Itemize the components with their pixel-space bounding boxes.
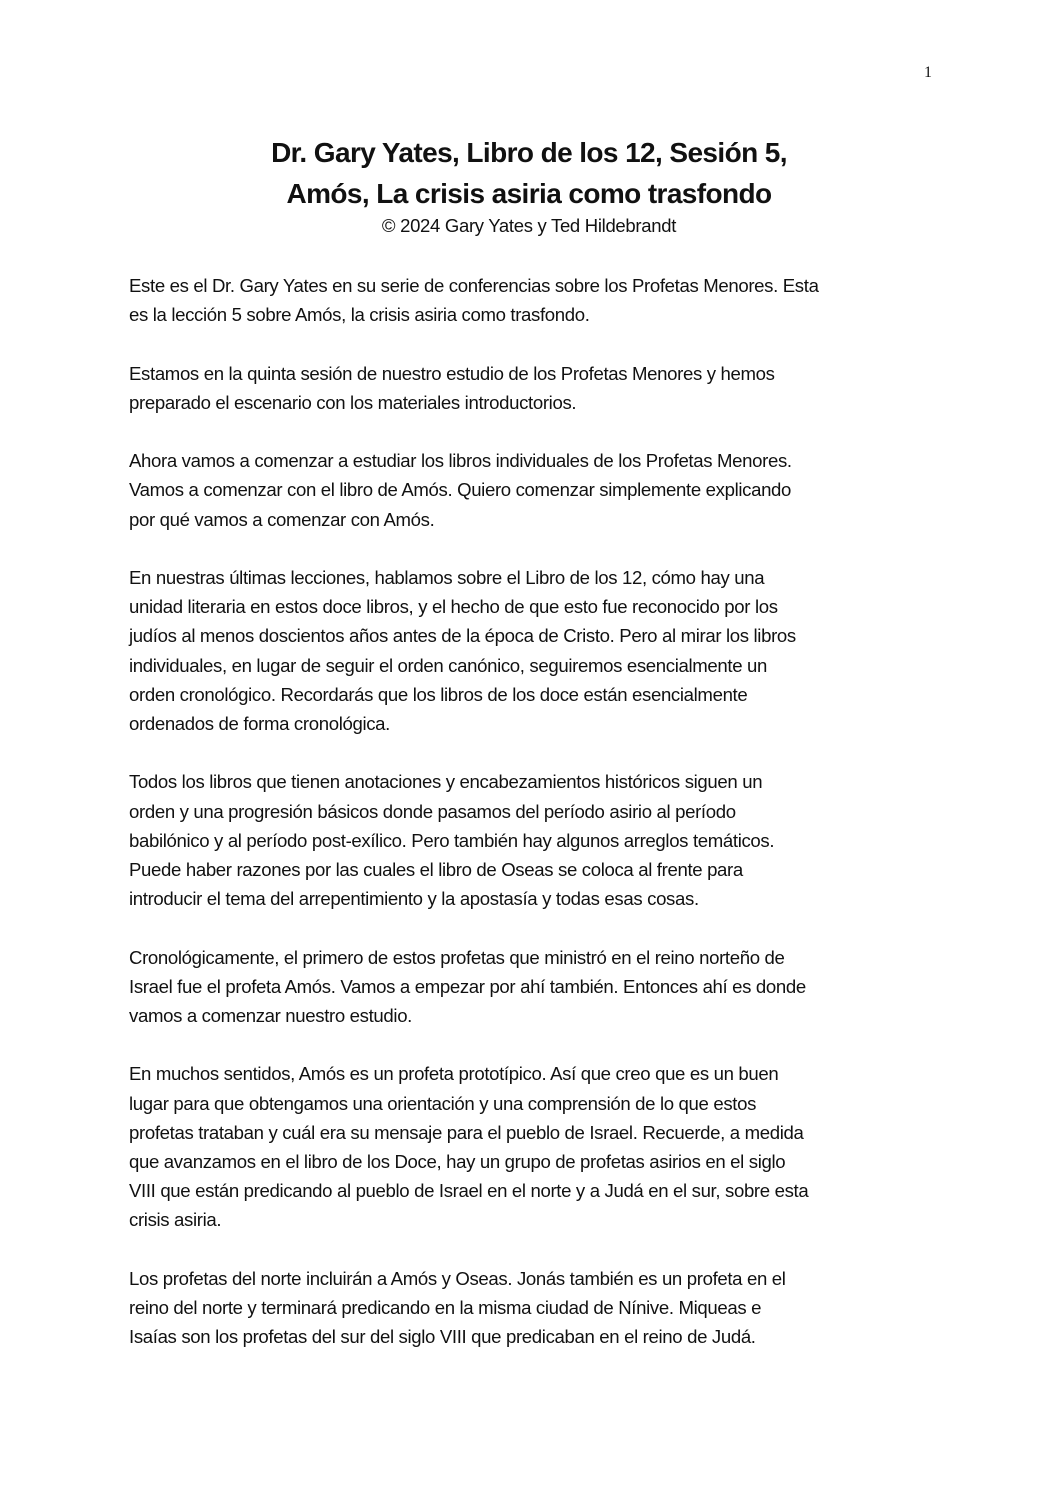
text-line: que avanzamos en el libro de los Doce, hay un grupo de profetas asirios en el siglo — [129, 1151, 786, 1172]
text-line: Este es el Dr. Gary Yates en su serie de conferencias sobre los Profetas Menores. Esta — [129, 275, 819, 296]
text-line: En muchos sentidos, Amós es un profeta prototípico. Así que creo que es un buen — [129, 1063, 779, 1085]
text-line: Puede haber razones por las cuales el libro de Oseas se coloca al frente para — [129, 859, 743, 880]
document-title-line-2: Amós, La crisis asiria como trasfondo — [286, 178, 772, 209]
text-line: profetas trataban y cuál era su mensaje para el pueblo de Israel. Recuerde, a medida — [129, 1121, 804, 1143]
text-line: Ahora vamos a comenzar a estudiar los libros individuales de los Profetas Menores. — [129, 450, 792, 472]
text-line: VIII que están predicando al pueblo de Israel en el norte y a Judá en el sur, sobre esta — [129, 1180, 809, 1202]
text-line: Estamos en la quinta sesión de nuestro estudio de los Profetas Menores y hemos — [129, 362, 775, 384]
text-line: individuales, en lugar de seguir el orden canónico, seguiremos esencialmente un — [129, 654, 768, 676]
text-line: vamos a comenzar nuestro estudio. — [129, 1005, 412, 1026]
paragraph — [129, 943, 939, 1031]
text-line: judíos al menos doscientos años antes de la época de Cristo. Pero al mirar los libros — [129, 625, 796, 647]
text-line: Los profetas del norte incluirán a Amós y Oseas. Jonás también es un profeta en el — [129, 1267, 786, 1289]
document-header — [0, 132, 1058, 238]
paragraph — [129, 359, 939, 417]
copyright-notice: © 2024 Gary Yates y Ted Hildebrandt — [381, 215, 677, 236]
paragraph — [129, 767, 939, 913]
paragraph — [129, 271, 939, 329]
text-line: orden cronológico. Recordarás que los libros de los doce están esencialmente — [129, 683, 748, 705]
text-line: Cronológicamente, el primero de estos profetas que ministró en el reino norteño de — [129, 946, 785, 968]
paragraph — [129, 563, 939, 738]
text-line: Israel fue el profeta Amós. Vamos a empezar por ahí también. Entonces ahí es donde — [129, 975, 806, 997]
page-number: 1 — [924, 64, 932, 81]
text-line: orden y una progresión básicos donde pasamos del período asirio al período — [129, 800, 736, 822]
paragraph — [129, 1264, 939, 1352]
text-line: preparado el escenario con los materiales introductorios. — [129, 391, 577, 413]
text-line: lugar para que obtengamos una orientación y una comprensión de lo que estos — [129, 1092, 757, 1114]
text-line: Vamos a comenzar con el libro de Amós. Quiero comenzar simplemente explicando — [129, 479, 792, 501]
text-line: por qué vamos a comenzar con Amós. — [129, 508, 435, 530]
text-line: Isaías son los profetas del sur del siglo VIII que predicaban en el reino de Judá. — [129, 1326, 756, 1348]
text-line: es la lección 5 sobre Amós, la crisis asiria como trasfondo. — [129, 304, 590, 326]
text-line: introducir el tema del arrepentimiento y la apostasía y todas esas cosas. — [129, 888, 699, 910]
text-line: crisis asiria. — [129, 1209, 222, 1231]
text-line: ordenados de forma cronológica. — [129, 713, 390, 734]
text-line: babilónico y al período post-exílico. Pero también hay algunos arreglos temáticos. — [129, 829, 775, 851]
document-body — [129, 271, 939, 1381]
text-line: unidad literaria en estos doce libros, y el hecho de que esto fue reconocido por los — [129, 596, 778, 618]
text-line: Todos los libros que tienen anotaciones y encabezamientos históricos siguen un — [129, 771, 763, 793]
document-title-line-1: Dr. Gary Yates, Libro de los 12, Sesión 5, — [271, 137, 787, 168]
text-line: reino del norte y terminará predicando en la misma ciudad de Nínive. Miqueas e — [129, 1297, 762, 1318]
paragraph — [129, 446, 939, 534]
text-line: En nuestras últimas lecciones, hablamos sobre el Libro de los 12, cómo hay una — [129, 566, 765, 588]
paragraph — [129, 1059, 939, 1234]
